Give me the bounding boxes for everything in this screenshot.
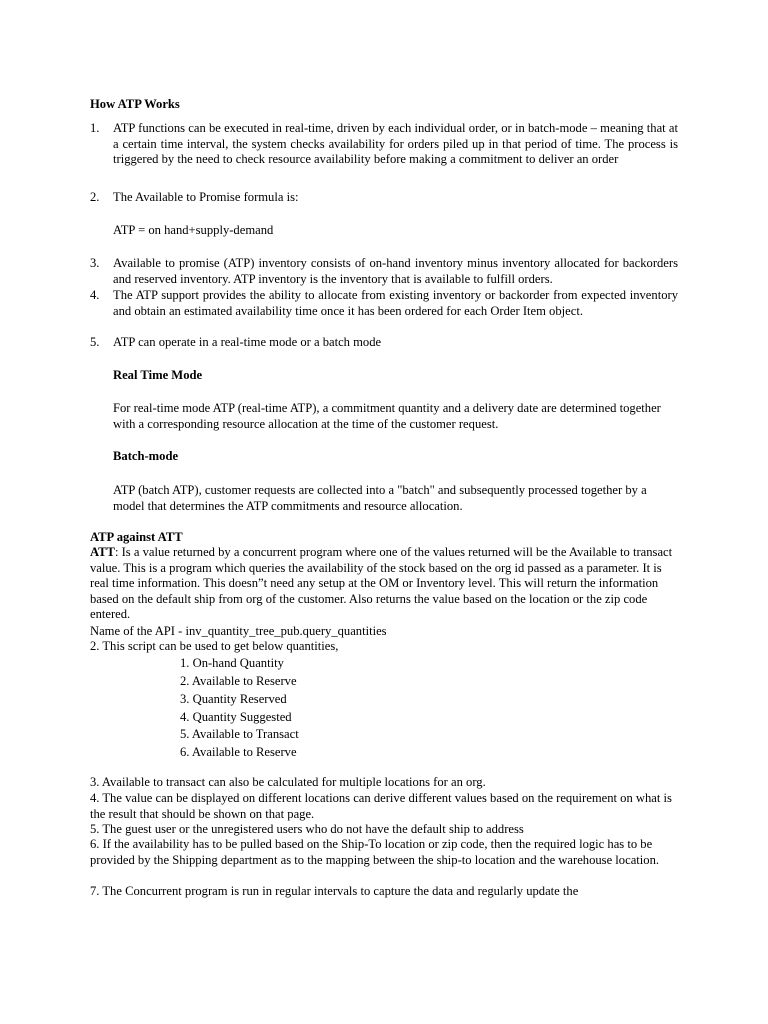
script-line: 2. This script can be used to get below quantities, [90, 639, 339, 653]
quantity-item: 3. Quantity Reserved [180, 692, 287, 706]
quantity-item: 1. On-hand Quantity [180, 656, 284, 670]
att-point: 4. The value can be displayed on different locations can derive different values based on the requirement on what is the result that should be shown on that page. [90, 791, 672, 821]
real-time-text: For real-time mode ATP (real-time ATP), a commitment quantity and a delivery date are determined together with a corresponding resource allocation at the time of the customer request. [113, 401, 661, 431]
quantity-item: 6. Available to Reserve [180, 745, 297, 759]
quantity-item: 4. Quantity Suggested [180, 710, 292, 724]
list-item: 2. The Available to Promise formula is: [90, 190, 299, 204]
list-item: 3. Available to promise (ATP) inventory consists of on-hand inventory minus inventory allocated for backorders and reserved inventory. ATP inventory is the inventory that is available to fulfill orders. [90, 256, 678, 286]
att-label: ATT [90, 545, 115, 559]
real-time-heading: Real Time Mode [113, 368, 203, 382]
att-point: 6. If the availability has to be pulled based on the Ship-To location or zip code, then the required logic has to be provided by the Shipping department as to the mapping between the ship-to location and the warehouse location. [90, 837, 660, 867]
list-item: 1. ATP functions can be executed in real-time, driven by each individual order, or in batch-mode – meaning that at a certain time interval, the system checks availability for orders piled up in that period of time. The process is triggered by the need to check resource availability before making a commitment to deliver an order [90, 121, 678, 166]
api-name: Name of the API - inv_quantity_tree_pub.query_quantities [90, 624, 387, 638]
section-title: How ATP Works [90, 97, 180, 111]
quantity-item: 5. Available to Transact [180, 727, 299, 741]
att-point: 7. The Concurrent program is run in regular intervals to capture the data and regularly update the [90, 884, 579, 898]
batch-text: ATP (batch ATP), customer requests are collected into a "batch" and subsequently processed together by a model that determines the ATP commitments and resource allocation. [113, 483, 647, 513]
att-point: 5. The guest user or the unregistered users who do not have the default ship to address [90, 822, 524, 836]
list-item: 4. The ATP support provides the ability to allocate from existing inventory or backorder from expected inventory and obtain an estimated availability time once it has been ordered for each Order Item object. [90, 288, 678, 318]
quantity-item: 2. Available to Reserve [180, 674, 297, 688]
formula: ATP = on hand+supply-demand [113, 223, 274, 237]
att-heading: ATP against ATT [90, 530, 183, 544]
att-intro: ATT: Is a value returned by a concurrent program where one of the values returned will be the Available to transact value. This is a program which queries the availability of the stock based on the org id passed as a parameter. It is real time information. This doesn”t need any setup at the OM or Inventory level. This will return the information based on the default ship from org of the customer. Also returns the value based on the location or the zip code entered. [90, 545, 673, 622]
att-point: 3. Available to transact can also be calculated for multiple locations for an org. [90, 775, 486, 789]
batch-heading: Batch-mode [113, 449, 179, 463]
list-item: 5. ATP can operate in a real-time mode or a batch mode [90, 335, 382, 349]
